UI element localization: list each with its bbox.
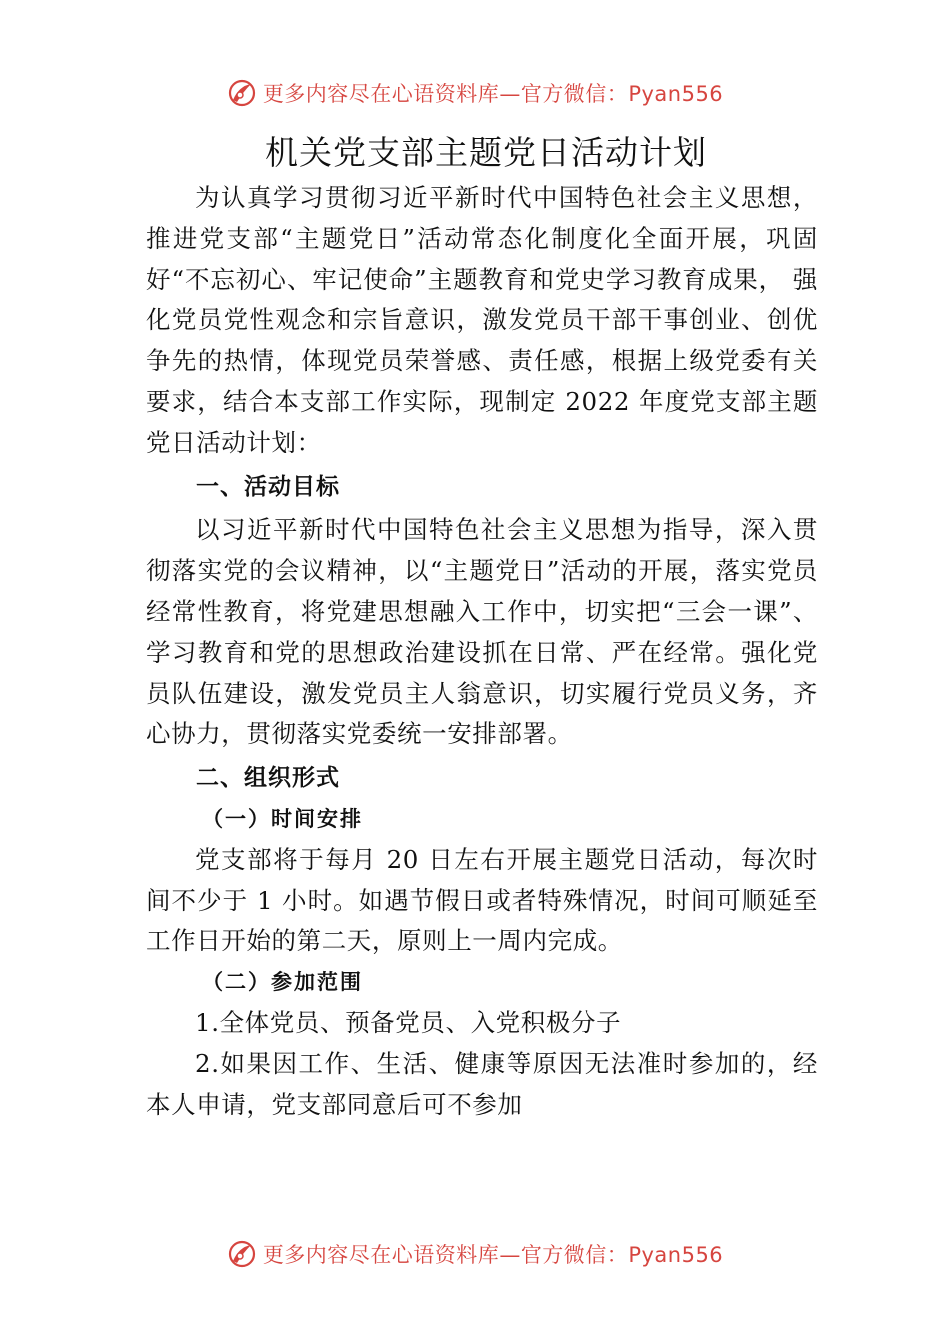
document-body <box>146 128 818 1125</box>
watermark-text <box>263 78 723 108</box>
watermark-bottom <box>0 1234 950 1274</box>
watermark-text-id: Pyan556 <box>628 1243 724 1267</box>
subsection2-item-2: 2.如果因工作、生活、健康等原因无法准时参加的，经本人申请，党支部同意后可不参加 <box>146 1048 818 1119</box>
section2-heading: 二、组织形式 <box>196 765 340 792</box>
watermark-text-id: Pyan556 <box>628 82 724 106</box>
watermark-top <box>0 73 950 113</box>
watermark-logo-icon <box>227 1239 257 1269</box>
watermark-logo-icon <box>227 78 257 108</box>
section1-heading: 一、活动目标 <box>196 473 340 500</box>
watermark-dash: — <box>499 82 521 106</box>
watermark-dash: — <box>499 1243 521 1267</box>
section1-paragraph: 以习近平新时代中国特色社会主义思想为指导，深入贯彻落实党的会议精神，以“主题党日”活动的开展，落实党员经常性教育，将党建思想融入工作中，切实把“三会一课”、学习教育和党的思想政治建设抓在日常、严在经常。强化党员队伍建设，激发党员主人翁意识，切实履行党员义务，齐心协力，贯彻落实党委统一安排部署。 <box>146 515 818 749</box>
watermark-text-cn: 更多内容尽在心语资料库 <box>262 82 500 106</box>
subsection2-heading: （二）参加范围 <box>202 970 363 995</box>
subsection1-paragraph: 党支部将于每月 20 日左右开展主题党日活动，每次时间不少于 1 小时。如遇节假日或者特殊情况，时间可顺延至工作日开始的第二天，原则上一周内完成。 <box>146 844 818 956</box>
subsection2-item-1: 1.全体党员、预备党员、入党积极分子 <box>195 1007 622 1037</box>
watermark-text-wechat: 官方微信： <box>520 82 629 106</box>
watermark-text-cn: 更多内容尽在心语资料库 <box>262 1243 500 1267</box>
document-title: 机关党支部主题党日活动计划 <box>265 133 707 172</box>
subsection1-heading: （一）时间安排 <box>202 806 363 831</box>
watermark-text <box>263 1239 723 1269</box>
intro-paragraph: 为认真学习贯彻习近平新时代中国特色社会主义思想，推进党支部“主题党日”活动常态化制度化全面开展，巩固好“不忘初心、牢记使命”主题教育和党史学习教育成果， 强化党员党性观念和宗旨意识，激发党员干部干事创业、创优争先的热情，体现党员荣誉感、责任感，根据上级党委有关要求，结合本支部工作实际，现制定 2022 年度党支部主题党日活动计划： <box>146 183 818 457</box>
watermark-text-wechat: 官方微信： <box>520 1243 629 1267</box>
